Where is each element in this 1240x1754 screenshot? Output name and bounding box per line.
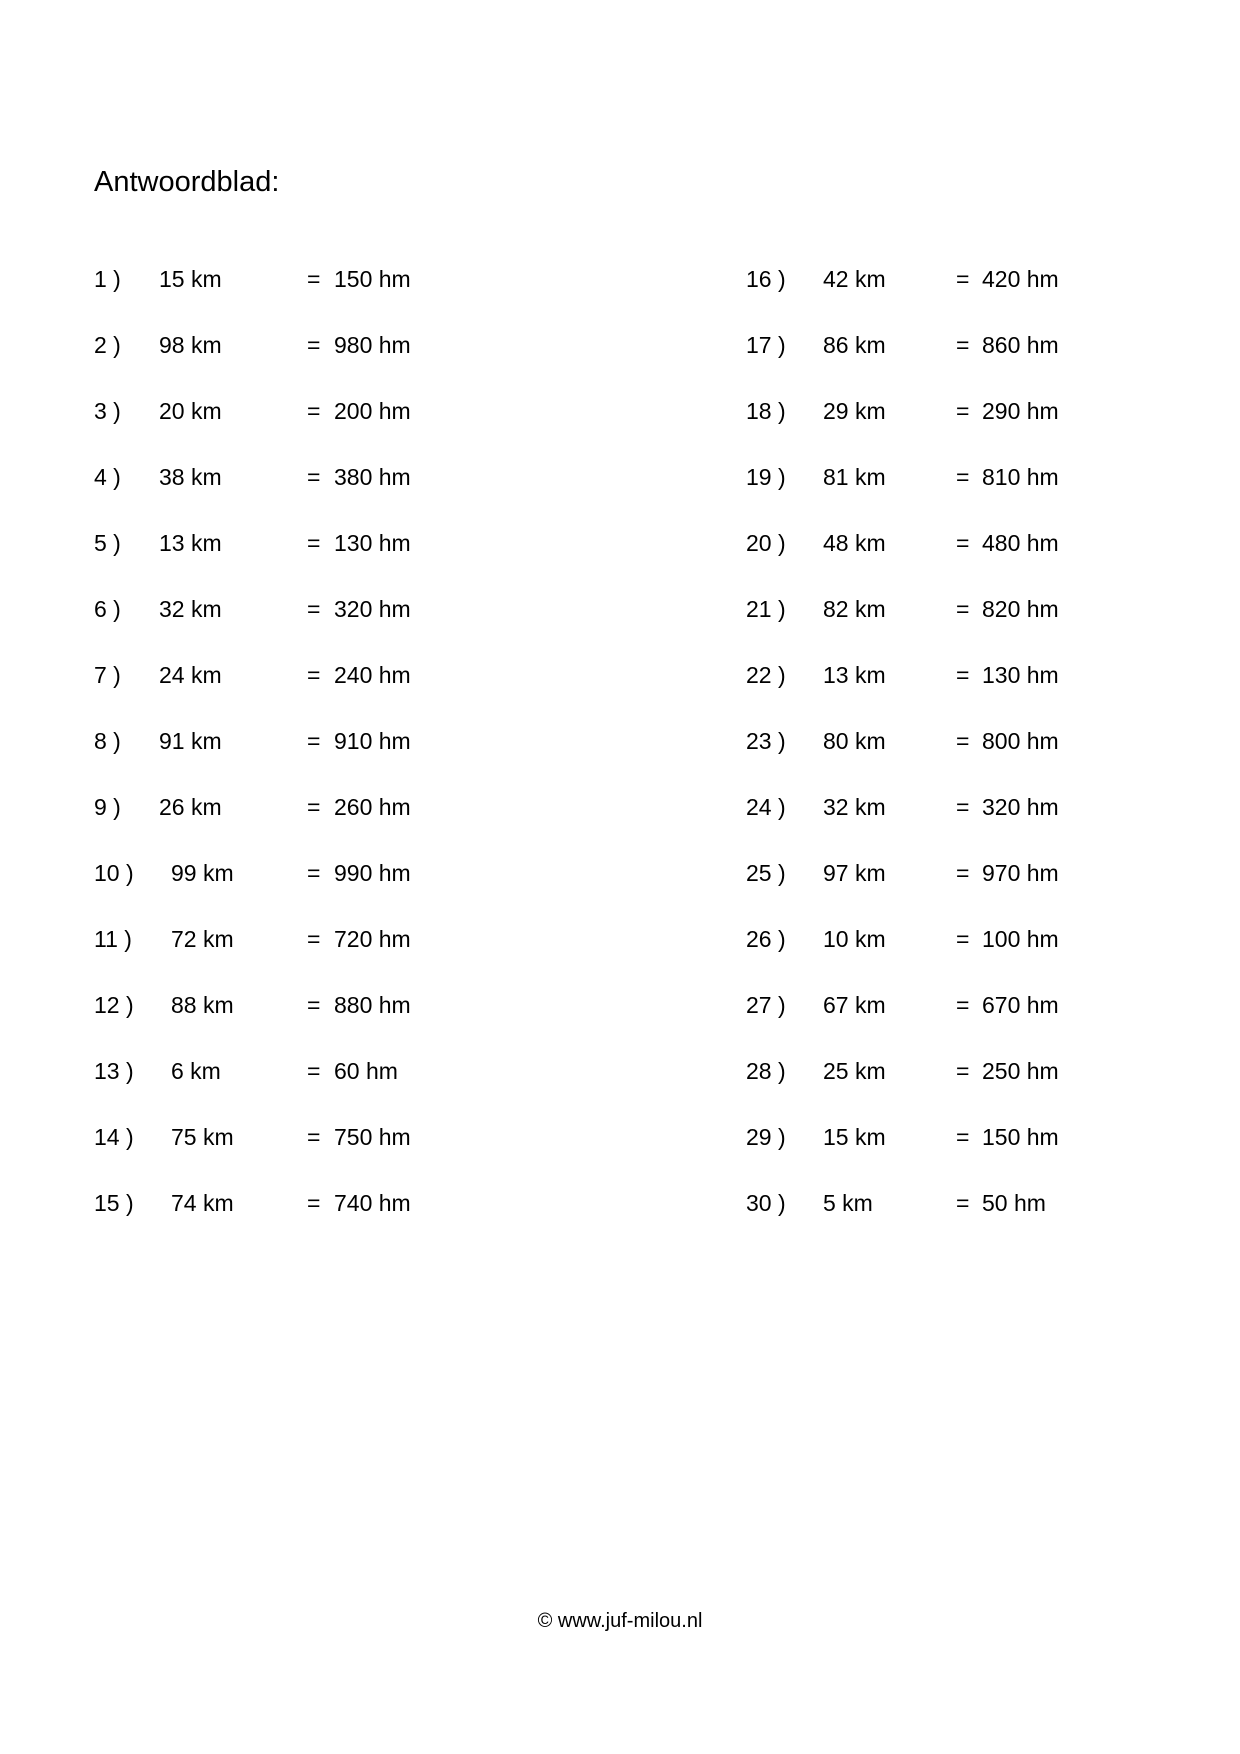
answer-value: 260 hm: [334, 794, 411, 820]
question-value: 82 km: [823, 596, 886, 622]
item-number: 22 ): [746, 662, 786, 688]
question-value: 86 km: [823, 332, 886, 358]
question-value: 13 km: [159, 530, 222, 556]
question-value: 98 km: [159, 332, 222, 358]
question-value: 24 km: [159, 662, 222, 688]
equals-sign: =: [307, 332, 321, 358]
item-number: 2 ): [94, 332, 121, 358]
equals-sign: =: [956, 266, 970, 292]
equals-sign: =: [307, 1058, 321, 1084]
question-value: 32 km: [823, 794, 886, 820]
answer-list-left: [94, 264, 514, 1224]
answer-value: 150 hm: [334, 266, 411, 292]
question-value: 29 km: [823, 398, 886, 424]
equals-sign: =: [956, 662, 970, 688]
equals-sign: =: [307, 794, 321, 820]
item-number: 29 ): [746, 1124, 786, 1150]
equals-sign: =: [307, 662, 321, 688]
question-value: 81 km: [823, 464, 886, 490]
item-number: 23 ): [746, 728, 786, 754]
answer-value: 800 hm: [982, 728, 1059, 754]
equals-sign: =: [307, 926, 321, 952]
answer-value: 150 hm: [982, 1124, 1059, 1150]
answer-value: 420 hm: [982, 266, 1059, 292]
item-number: 4 ): [94, 464, 121, 490]
question-value: 26 km: [159, 794, 222, 820]
equals-sign: =: [307, 1124, 321, 1150]
item-number: 15 ): [94, 1190, 134, 1216]
question-value: 6 km: [171, 1058, 221, 1084]
answer-value: 130 hm: [334, 530, 411, 556]
answer-value: 290 hm: [982, 398, 1059, 424]
answer-value: 970 hm: [982, 860, 1059, 886]
equals-sign: =: [956, 530, 970, 556]
answer-value: 740 hm: [334, 1190, 411, 1216]
answer-value: 670 hm: [982, 992, 1059, 1018]
equals-sign: =: [956, 596, 970, 622]
item-number: 6 ): [94, 596, 121, 622]
answer-value: 50 hm: [982, 1190, 1046, 1216]
item-number: 30 ): [746, 1190, 786, 1216]
equals-sign: =: [956, 794, 970, 820]
item-number: 24 ): [746, 794, 786, 820]
answer-value: 480 hm: [982, 530, 1059, 556]
question-value: 10 km: [823, 926, 886, 952]
item-number: 3 ): [94, 398, 121, 424]
item-number: 18 ): [746, 398, 786, 424]
equals-sign: =: [307, 1190, 321, 1216]
question-value: 91 km: [159, 728, 222, 754]
item-number: 19 ): [746, 464, 786, 490]
question-value: 5 km: [823, 1190, 873, 1216]
answer-value: 910 hm: [334, 728, 411, 754]
equals-sign: =: [956, 398, 970, 424]
item-number: 8 ): [94, 728, 121, 754]
item-number: 21 ): [746, 596, 786, 622]
question-value: 38 km: [159, 464, 222, 490]
answer-value: 100 hm: [982, 926, 1059, 952]
question-value: 80 km: [823, 728, 886, 754]
equals-sign: =: [956, 1124, 970, 1150]
answer-value: 250 hm: [982, 1058, 1059, 1084]
answer-value: 130 hm: [982, 662, 1059, 688]
answer-value: 880 hm: [334, 992, 411, 1018]
item-number: 14 ): [94, 1124, 134, 1150]
question-value: 67 km: [823, 992, 886, 1018]
equals-sign: =: [307, 266, 321, 292]
item-number: 13 ): [94, 1058, 134, 1084]
question-value: 25 km: [823, 1058, 886, 1084]
item-number: 7 ): [94, 662, 121, 688]
answer-value: 320 hm: [334, 596, 411, 622]
question-value: 15 km: [159, 266, 222, 292]
item-number: 20 ): [746, 530, 786, 556]
question-value: 20 km: [159, 398, 222, 424]
item-number: 1 ): [94, 266, 121, 292]
page-title: Antwoordblad:: [94, 166, 280, 198]
equals-sign: =: [307, 860, 321, 886]
answer-value: 320 hm: [982, 794, 1059, 820]
answer-value: 810 hm: [982, 464, 1059, 490]
copyright-footer: © www.juf-milou.nl: [537, 1610, 703, 1632]
item-number: 11 ): [94, 926, 132, 952]
question-value: 74 km: [171, 1190, 234, 1216]
question-value: 75 km: [171, 1124, 234, 1150]
answer-value: 750 hm: [334, 1124, 411, 1150]
question-value: 72 km: [171, 926, 234, 952]
equals-sign: =: [307, 992, 321, 1018]
equals-sign: =: [307, 596, 321, 622]
item-number: 9 ): [94, 794, 121, 820]
equals-sign: =: [307, 530, 321, 556]
equals-sign: =: [956, 926, 970, 952]
equals-sign: =: [956, 464, 970, 490]
question-value: 32 km: [159, 596, 222, 622]
answer-list-right: [746, 264, 1166, 1224]
answer-value: 720 hm: [334, 926, 411, 952]
question-value: 42 km: [823, 266, 886, 292]
equals-sign: =: [956, 1058, 970, 1084]
question-value: 48 km: [823, 530, 886, 556]
question-value: 99 km: [171, 860, 234, 886]
equals-sign: =: [307, 728, 321, 754]
item-number: 5 ): [94, 530, 121, 556]
equals-sign: =: [956, 728, 970, 754]
answer-value: 980 hm: [334, 332, 411, 358]
item-number: 12 ): [94, 992, 134, 1018]
question-value: 88 km: [171, 992, 234, 1018]
answer-value: 240 hm: [334, 662, 411, 688]
answer-value: 60 hm: [334, 1058, 398, 1084]
item-number: 16 ): [746, 266, 786, 292]
equals-sign: =: [307, 398, 321, 424]
equals-sign: =: [307, 464, 321, 490]
item-number: 28 ): [746, 1058, 786, 1084]
question-value: 97 km: [823, 860, 886, 886]
answer-value: 860 hm: [982, 332, 1059, 358]
question-value: 15 km: [823, 1124, 886, 1150]
equals-sign: =: [956, 860, 970, 886]
item-number: 25 ): [746, 860, 786, 886]
item-number: 17 ): [746, 332, 786, 358]
equals-sign: =: [956, 1190, 970, 1216]
equals-sign: =: [956, 992, 970, 1018]
answer-value: 820 hm: [982, 596, 1059, 622]
answer-value: 990 hm: [334, 860, 411, 886]
item-number: 27 ): [746, 992, 786, 1018]
item-number: 26 ): [746, 926, 786, 952]
equals-sign: =: [956, 332, 970, 358]
question-value: 13 km: [823, 662, 886, 688]
answer-value: 380 hm: [334, 464, 411, 490]
answer-value: 200 hm: [334, 398, 411, 424]
item-number: 10 ): [94, 860, 134, 886]
